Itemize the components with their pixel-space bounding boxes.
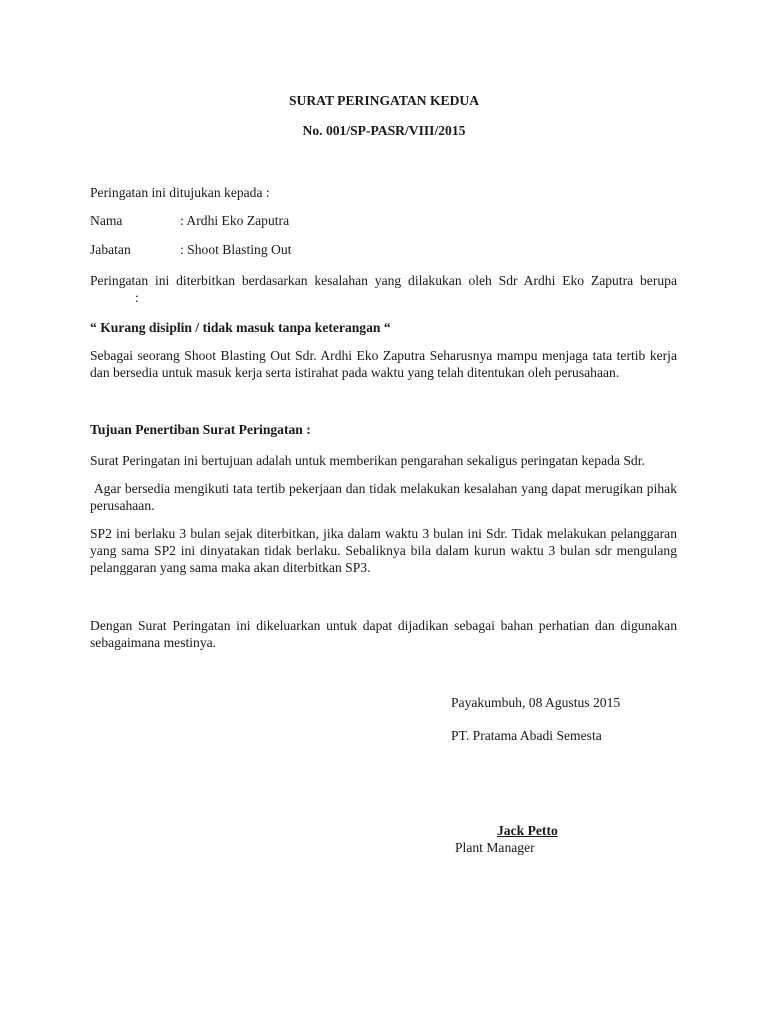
violation-statement: “ Kurang disiplin / tidak masuk tanpa keterangan “ — [90, 320, 391, 335]
validity-paragraph: SP2 ini berlaku 3 bulan sejak diterbitkan, jika dalam waktu 3 bulan ini Sdr. Tidak melakukan pelanggaran yang sama SP2 ini dinyatakan tidak berlaku. Sebaliknya bila dalam kurun waktu 3 bulan sdr mengulang pelanggaran yang sama maka akan diterbitkan SP3. — [90, 526, 677, 575]
basis-colon: : — [135, 290, 139, 305]
recipient-name-label: Nama — [90, 213, 123, 228]
company-name: PT. Pratama Abadi Semesta — [451, 728, 602, 743]
signatory-title: Plant Manager — [455, 840, 535, 855]
letter-number: No. 001/SP-PASR/VIII/2015 — [302, 123, 466, 138]
recipient-position-value: : Shoot Blasting Out — [180, 242, 292, 257]
purpose-paragraph-2: Agar bersedia mengikuti tata tertib pekerjaan dan tidak melakukan kesalahan yang dapat merugikan pihak perusahaan. — [90, 481, 681, 513]
purpose-heading: Tujuan Penertiban Surat Peringatan : — [90, 422, 311, 437]
purpose-paragraph-1: Surat Peringatan ini bertujuan adalah untuk memberikan pengarahan sekaligus peringatan kepada Sdr. — [90, 453, 645, 468]
letter-title: SURAT PERINGATAN KEDUA — [288, 93, 480, 108]
place-date: Payakumbuh, 08 Agustus 2015 — [451, 695, 621, 710]
closing-paragraph: Dengan Surat Peringatan ini dikeluarkan untuk dapat dijadikan sebagai bahan perhatian dan digunakan sebagaimana mestinya. — [90, 618, 677, 650]
addressed-intro: Peringatan ini ditujukan kepada : — [90, 185, 270, 200]
signatory-name: Jack Petto — [497, 823, 558, 838]
recipient-position-label: Jabatan — [90, 242, 131, 257]
expectation-paragraph: Sebagai seorang Shoot Blasting Out Sdr. Ardhi Eko Zaputra Seharusnya mampu menjaga tata tertib kerja dan bersedia untuk masuk kerja serta istirahat pada waktu yang telah ditentukan oleh perusahaan. — [90, 348, 677, 380]
basis-line: Peringatan ini diterbitkan berdasarkan kesalahan yang dilakukan oleh Sdr Ardhi Eko Zaputra berupa — [90, 273, 677, 288]
recipient-name-value: : Ardhi Eko Zaputra — [180, 213, 290, 228]
